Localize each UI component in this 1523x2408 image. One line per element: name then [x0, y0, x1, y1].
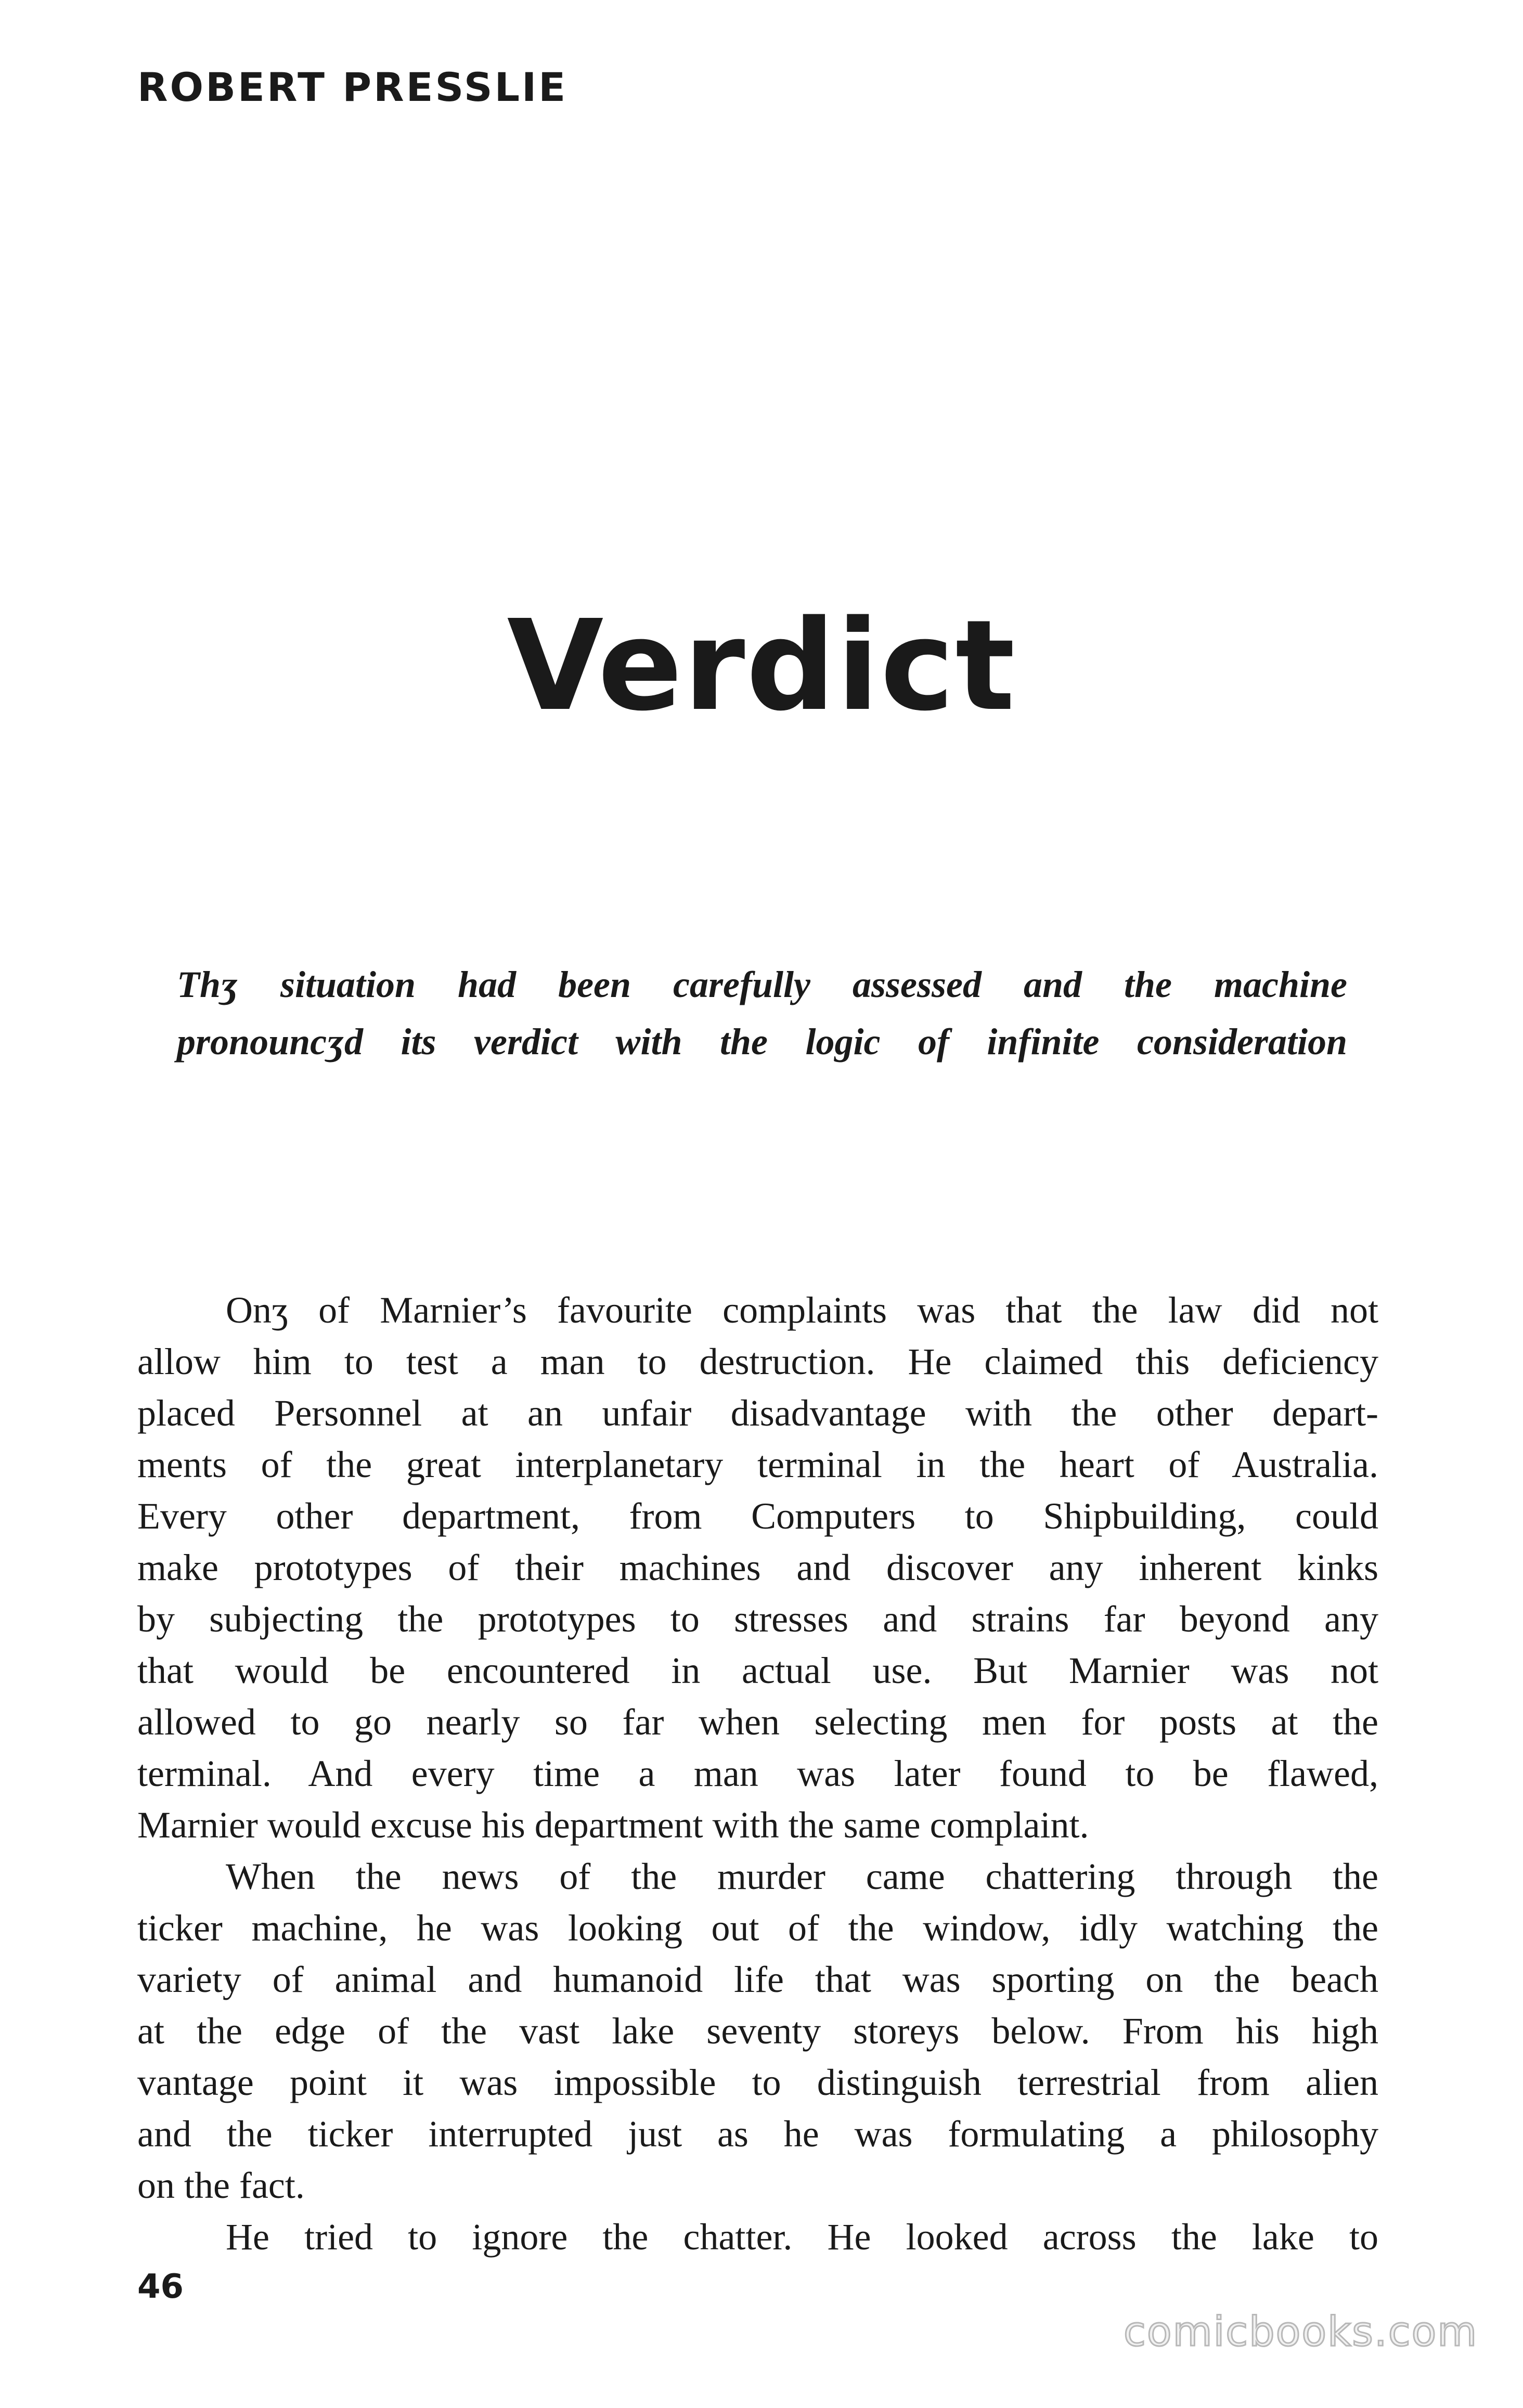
story-title: Verdict — [507, 593, 1016, 739]
body-line: Every other department, from Computers to Shipbuilding, could — [137, 1495, 1378, 1537]
story-body — [137, 1285, 1378, 2263]
subtitle-line: pronouncʒd its verdict with the logic of infinite consideration — [177, 1021, 1347, 1063]
subtitle-line: Thʒ situation had been carefully assessed and the machine — [177, 964, 1347, 1005]
body-line: He tried to ignore the chatter. He looked across the lake to — [226, 2216, 1378, 2258]
body-line: allow him to test a man to destruction. He claimed this deficiency — [137, 1341, 1378, 1382]
page-number: 46 — [137, 2268, 184, 2306]
body-line: by subjecting the prototypes to stresses and strains far beyond any — [137, 1598, 1378, 1640]
body-line: ments of the great interplanetary terminal in the heart of Australia. — [137, 1444, 1378, 1485]
body-line: terminal. And every time a man was later found to be flawed, — [137, 1753, 1378, 1794]
author-name: ROBERT PRESSLIE — [137, 64, 568, 110]
body-line: at the edge of the vast lake seventy storeys below. From his high — [137, 2010, 1378, 2052]
body-line: that would be encountered in actual use. But Marnier was not — [137, 1650, 1378, 1691]
body-line: make prototypes of their machines and discover any inherent kinks — [137, 1547, 1378, 1588]
body-line: placed Personnel at an unfair disadvantage with the other depart- — [137, 1392, 1378, 1434]
body-line: ticker machine, he was looking out of the window, idly watching the — [137, 1907, 1378, 1949]
body-line: vantage point it was impossible to distinguish terrestrial from alien — [137, 2062, 1378, 2103]
watermark: comicbooks.com — [1124, 2309, 1478, 2355]
body-line: Onʒ of Marnier’s favourite complaints was that the law did not — [226, 1289, 1378, 1331]
story-subtitle — [177, 956, 1347, 1070]
body-line: When the news of the murder came chattering through the — [226, 1856, 1378, 1897]
body-line: on the fact. — [137, 2165, 305, 2206]
body-line: Marnier would excuse his department with the same complaint. — [137, 1804, 1089, 1846]
body-line: allowed to go nearly so far when selecting men for posts at the — [137, 1701, 1378, 1743]
body-line: and the ticker interrupted just as he was formulating a philosophy — [137, 2113, 1378, 2155]
body-line: variety of animal and humanoid life that was sporting on the beach — [137, 1959, 1378, 2000]
